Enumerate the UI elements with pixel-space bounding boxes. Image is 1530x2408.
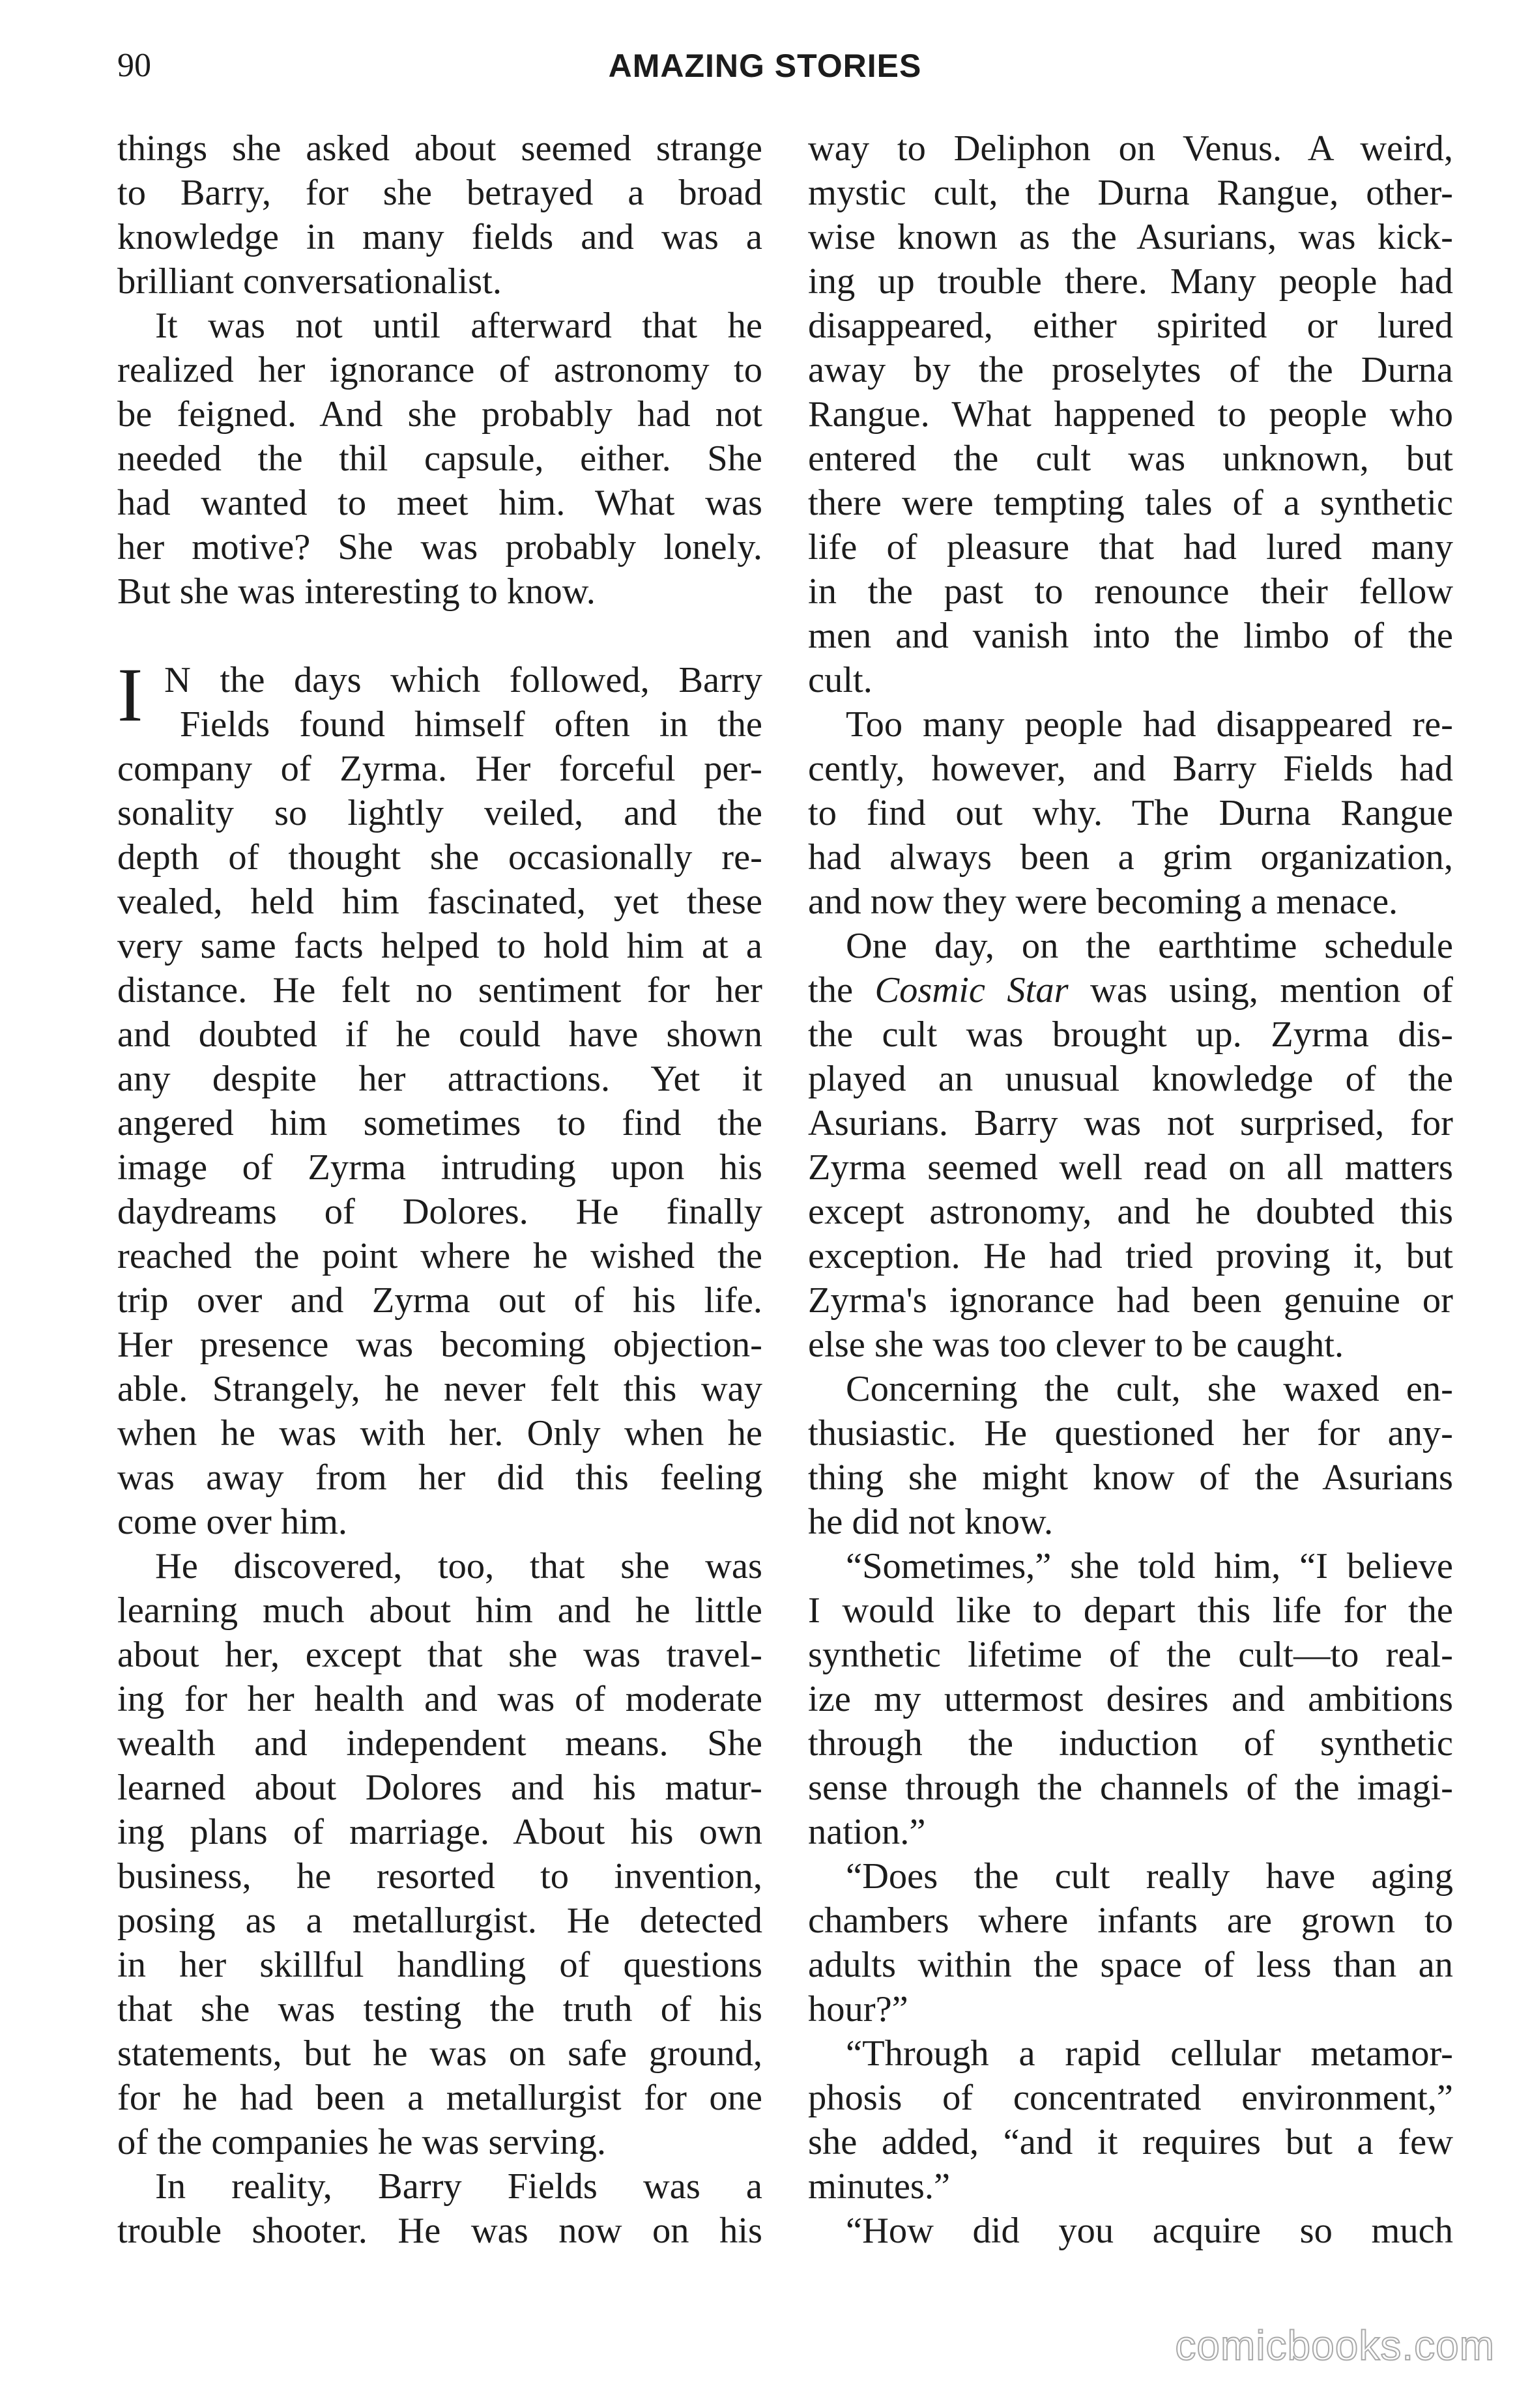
- text-line: men and vanish into the limbo of the: [808, 616, 1453, 656]
- text-line: way to Deliphon on Venus. A weird,: [808, 128, 1453, 169]
- text-line: It was not until afterward that he: [155, 306, 762, 346]
- text-line: things she asked about seemed strange: [117, 128, 762, 169]
- text-line: the cult was brought up. Zyrma dis-: [808, 1014, 1453, 1055]
- text-line: be feigned. And she probably had not: [117, 394, 762, 435]
- text-line: to find out why. The Durna Rangue: [808, 793, 1453, 833]
- text-line: One day, on the earthtime schedule: [846, 926, 1453, 966]
- text-line: except astronomy, and he doubted this: [808, 1192, 1453, 1232]
- text-line: wealth and independent means. She: [117, 1723, 762, 1764]
- text-line: able. Strangely, he never felt this way: [117, 1369, 762, 1409]
- text-line: brilliant conversationalist.: [117, 261, 502, 302]
- text-line: had wanted to meet him. What was: [117, 483, 762, 523]
- text-line: vealed, held him fascinated, yet these: [117, 882, 762, 922]
- text-line: trouble shooter. He was now on his: [117, 2211, 762, 2251]
- text-line: ing plans of marriage. About his own: [117, 1812, 762, 1852]
- text-line: any despite her attractions. Yet it: [117, 1059, 762, 1099]
- text-line: about her, except that she was travel-: [117, 1635, 762, 1675]
- text-line: In reality, Barry Fields was a: [155, 2166, 762, 2207]
- line-segment: was using, mention of: [1090, 970, 1453, 1010]
- text-line: ing for her health and was of moderate: [117, 1679, 762, 1719]
- text-line: sense through the channels of the imagi-: [808, 1768, 1453, 1808]
- text-line: Fields found himself often in the: [180, 704, 762, 745]
- text-line: I would like to depart this life for the: [808, 1590, 1453, 1631]
- text-line: reached the point where he wished the: [117, 1236, 762, 1276]
- page-header: [0, 0, 1530, 130]
- text-line: learning much about him and he little: [117, 1590, 762, 1631]
- text-line: statements, but he was on safe ground,: [117, 2033, 762, 2074]
- text-line: away by the proselytes of the Durna: [808, 350, 1453, 390]
- text-line: thusiastic. He questioned her for any-: [808, 1413, 1453, 1454]
- text-line: exception. He had tried proving it, but: [808, 1236, 1453, 1276]
- text-line: phosis of concentrated environment,”: [808, 2078, 1453, 2118]
- text-line: was away from her did this feeling: [117, 1457, 762, 1498]
- text-line: posing as a metallurgist. He detected: [117, 1900, 762, 1941]
- text-line: chambers where infants are grown to: [808, 1900, 1453, 1941]
- drop-line-text: N the days which followed, Barry: [164, 660, 762, 700]
- watermark: comicbooks.com: [1175, 2322, 1495, 2369]
- text-line: learned about Dolores and his matur-: [117, 1768, 762, 1808]
- text-line: there were tempting tales of a synthetic: [808, 483, 1453, 523]
- running-title: AMAZING STORIES: [608, 48, 922, 84]
- text-line: entered the cult was unknown, but: [808, 438, 1453, 479]
- text-line: ize my uttermost desires and ambitions: [808, 1679, 1453, 1719]
- text-line: daydreams of Dolores. He finally: [117, 1192, 762, 1232]
- text-line: that she was testing the truth of his: [117, 1989, 762, 2029]
- text-line: else she was too clever to be caught.: [808, 1325, 1344, 1365]
- text-line: she added, “and it requires but a few: [808, 2122, 1453, 2162]
- right-column: [808, 126, 1453, 2253]
- text-line: Asurians. Barry was not surprised, for: [808, 1103, 1453, 1143]
- text-line: ing up trouble there. Many people had: [808, 261, 1453, 302]
- text-line: cently, however, and Barry Fields had: [808, 749, 1453, 789]
- text-line: cult.: [808, 660, 873, 700]
- text-line: hour?”: [808, 1989, 908, 2029]
- text-line: needed the thil capsule, either. She: [117, 438, 762, 479]
- text-line: “Sometimes,” she told him, “I believe: [846, 1546, 1453, 1586]
- text-line: through the induction of synthetic: [808, 1723, 1453, 1764]
- text-line: played an unusual knowledge of the: [808, 1059, 1453, 1099]
- text-line: Rangue. What happened to people who: [808, 394, 1453, 435]
- text-line: But she was interesting to know.: [117, 571, 596, 612]
- text-line: thing she might know of the Asurians: [808, 1457, 1453, 1498]
- text-line: knowledge in many fields and was a: [117, 217, 762, 257]
- text-line: life of pleasure that had lured many: [808, 527, 1453, 567]
- text-line: Her presence was becoming objection-: [117, 1325, 762, 1365]
- text-line: nation.”: [808, 1812, 926, 1852]
- text-line: to Barry, for she betrayed a broad: [117, 173, 762, 213]
- left-column: [117, 126, 762, 2253]
- text-line: “How did you acquire so much: [846, 2211, 1453, 2251]
- text-line: depth of thought she occasionally re-: [117, 837, 762, 878]
- text-line: for he had been a metallurgist for one: [117, 2078, 762, 2118]
- ship-name: Cosmic Star: [874, 970, 1069, 1010]
- text-line: wise known as the Asurians, was kick-: [808, 217, 1453, 257]
- text-line: angered him sometimes to find the: [117, 1103, 762, 1143]
- text-line: her motive? She was probably lonely.: [117, 527, 762, 567]
- line-segment: the: [808, 970, 854, 1010]
- text-line: company of Zyrma. Her forceful per-: [117, 749, 762, 789]
- text-line: Concerning the cult, she waxed en-: [846, 1369, 1453, 1409]
- text-line: minutes.”: [808, 2166, 951, 2207]
- text-line: Too many people had disappeared re-: [846, 704, 1453, 745]
- text-line: image of Zyrma intruding upon his: [117, 1147, 762, 1188]
- text-line: synthetic lifetime of the cult—to real-: [808, 1635, 1453, 1675]
- text-line: disappeared, either spirited or lured: [808, 306, 1453, 346]
- text-line: when he was with her. Only when he: [117, 1413, 762, 1454]
- text-line: He discovered, too, that she was: [155, 1546, 762, 1586]
- text-line: and now they were becoming a menace.: [808, 882, 1398, 922]
- section-break: [117, 614, 762, 658]
- text-line: Zyrma seemed well read on all matters: [808, 1147, 1453, 1188]
- text-line: of the companies he was serving.: [117, 2122, 606, 2162]
- text-line: adults within the space of less than an: [808, 1945, 1453, 1985]
- text-line: “Does the cult really have aging: [846, 1856, 1453, 1897]
- drop-cap: I: [117, 652, 143, 738]
- text-line: very same facts helped to hold him at a: [117, 926, 762, 966]
- text-line: come over him.: [117, 1502, 348, 1542]
- text-line: and doubted if he could have shown: [117, 1014, 762, 1055]
- page-number: 90: [117, 47, 151, 84]
- text-line: sonality so lightly veiled, and the: [117, 793, 762, 833]
- text-line: mystic cult, the Durna Rangue, other-: [808, 173, 1453, 213]
- text-line: in her skillful handling of questions: [117, 1945, 762, 1985]
- text-line: had always been a grim organization,: [808, 837, 1453, 878]
- text-line: Zyrma's ignorance had been genuine or: [808, 1280, 1453, 1321]
- text-line: trip over and Zyrma out of his life.: [117, 1280, 762, 1321]
- text-line: “Through a rapid cellular metamor-: [846, 2033, 1453, 2074]
- text-line: [808, 968, 1453, 1012]
- text-line: business, he resorted to invention,: [117, 1856, 762, 1897]
- text-line: distance. He felt no sentiment for her: [117, 970, 762, 1010]
- text-line: he did not know.: [808, 1502, 1054, 1542]
- text-line: in the past to renounce their fellow: [808, 571, 1453, 612]
- text-line: realized her ignorance of astronomy to: [117, 350, 762, 390]
